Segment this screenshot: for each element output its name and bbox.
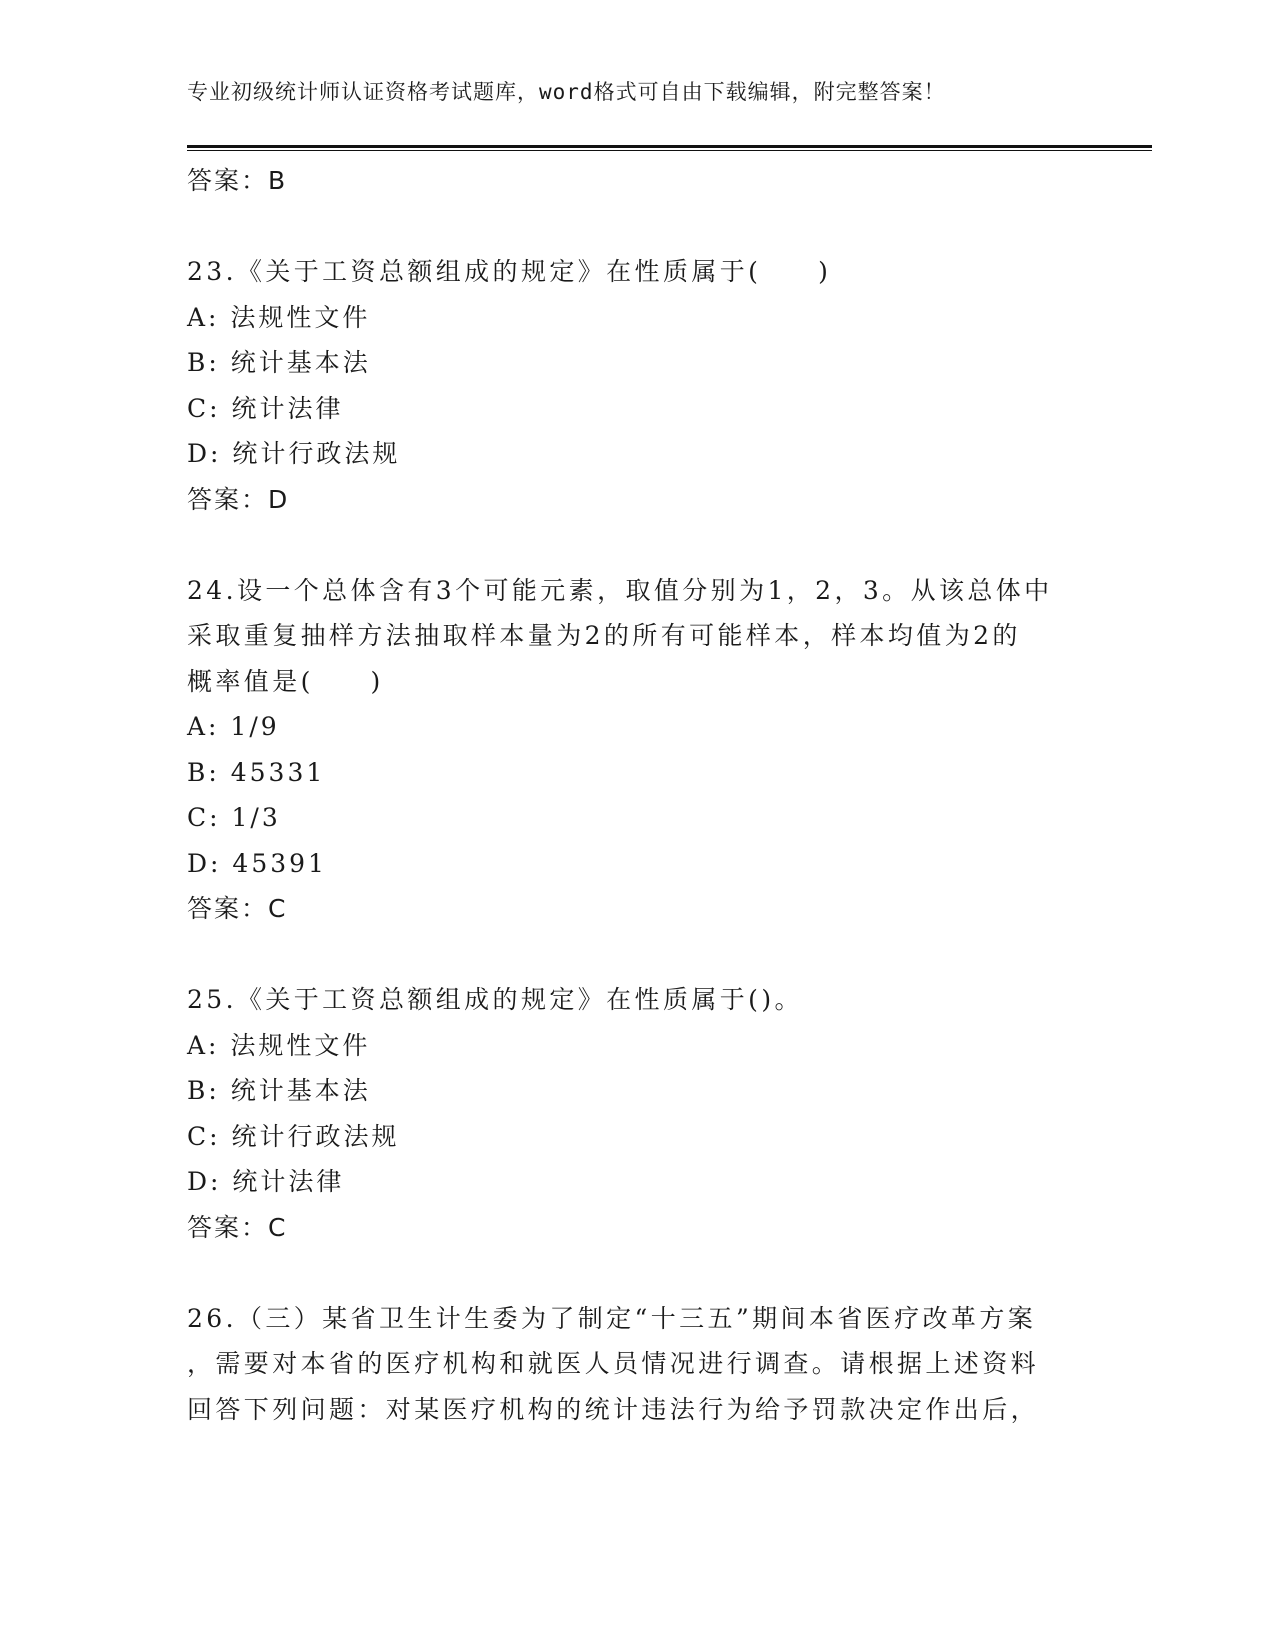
question-block — [187, 249, 1087, 522]
option-c: C: 统计法律 — [187, 393, 344, 423]
option-b: B: 统计基本法 — [187, 1076, 371, 1105]
question-content — [187, 158, 1087, 1432]
question-block — [187, 977, 1087, 1250]
header-rule-thin — [187, 150, 1152, 151]
question-stem: 25.《关于工资总额组成的规定》在性质属于()。 — [187, 985, 803, 1014]
question-stem: 24.设一个总体含有3个可能元素，取值分别为1，2，3。从该总体中 — [187, 575, 1053, 605]
answer-line: 答案：C — [187, 894, 288, 923]
option-b: B: 45331 — [187, 757, 326, 787]
page-header: 专业初级统计师认证资格考试题库，word格式可自由下载编辑，附完整答案！ — [187, 80, 946, 104]
option-c: C: 统计行政法规 — [187, 1121, 400, 1151]
option-a: A: 1/9 — [187, 712, 280, 741]
answer-line: 答案：B — [187, 166, 288, 195]
question-stem: 回答下列问题：对某医疗机构的统计违法行为给予罚款决定作出后， — [187, 1394, 1040, 1424]
spacer — [187, 932, 1087, 978]
question-stem: 26.（三）某省卫生计生委为了制定“十三五”期间本省医疗改革方案 — [187, 1303, 1037, 1333]
question-stem: 23.《关于工资总额组成的规定》在性质属于( ) — [187, 257, 832, 286]
option-d: D: 统计行政法规 — [187, 439, 401, 468]
question-stem: 概率值是( ) — [187, 666, 384, 696]
option-a: A: 法规性文件 — [187, 302, 371, 332]
answer-line: 答案：D — [187, 484, 290, 514]
header-rule — [187, 145, 1152, 148]
option-a: A: 法规性文件 — [187, 1030, 371, 1060]
spacer — [187, 204, 1087, 250]
option-b: B: 统计基本法 — [187, 348, 371, 377]
question-block — [187, 568, 1087, 932]
option-d: D: 45391 — [187, 848, 327, 878]
spacer — [187, 1250, 1087, 1296]
answer-line: 答案：C — [187, 1212, 288, 1242]
option-c: C: 1/3 — [187, 803, 281, 832]
spacer — [187, 522, 1087, 568]
question-stem: ，需要对本省的医疗机构和就医人员情况进行调查。请根据上述资料 — [187, 1349, 1040, 1378]
question-stem: 采取重复抽样方法抽取样本量为2的所有可能样本，样本均值为2的 — [187, 621, 1021, 650]
question-block — [187, 1296, 1087, 1433]
option-d: D: 统计法律 — [187, 1167, 345, 1196]
